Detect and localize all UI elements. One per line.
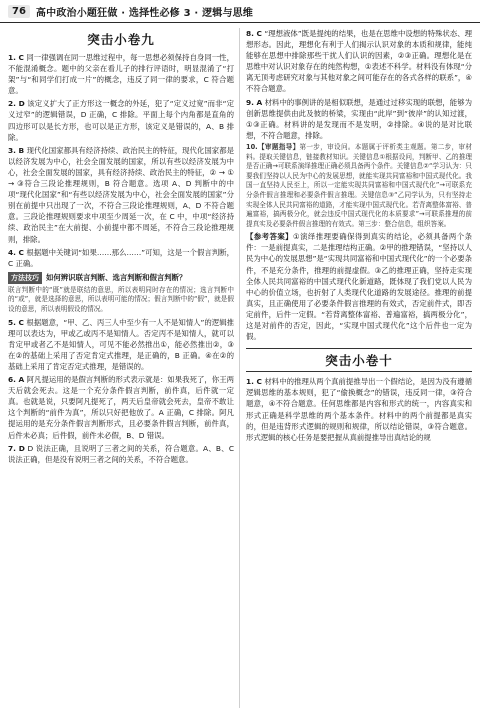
right-column (246, 28, 472, 445)
column-divider (239, 28, 240, 708)
reference-answer: 【参考答案】①演绎推理要确保得到真实的结论，必须具备两个条件：一是前提真实，二是推理结构正确。②甲的推理错误，“坚持以人民为中心的发展思想”是“实现共同富裕和中国式现代化”的一个必要条件，不是充分条件，推理的前提虚假。③乙的推理正确，坚持走实现全体人民共同富裕的中国式现代化新道路，既体现了我们党以人民为中心的价值立场，也折射了人类现代化道路的发展途径。推理的前提真实，且正确使用了必要条件假言推理的有效式，否定前件式，即否定前件，后件一定假。“若背离整体富裕、普遍富裕，搞两极分化”，这是对前件的否定，因此，“实现中国式现代化”这个后件也一定为假。 (246, 232, 472, 342)
left-column (8, 28, 234, 467)
answer-item: 5. C 根据题意，“甲、乙、丙三人中至少有一人不是知情人”的逻辑推理可以表达为，甲或乙或丙不是知情人。否定丙不是知情人，就可以肯定甲或者乙不是知情人，可见不能必然推出①，能必然推出②，③在②的基础上采用了否定肯定式推理，是正确的，B 正确。④在②的基础上采用了肯定否定式推理，是错误的。 (8, 317, 234, 371)
answer-item: 3. B 现代化国家都具有经济持续、政治民主的特征，现代化国家都是以经济发展为中心，社会全面发展的国家，所以有些以经济发展为中心，社会全面发展的国家，具有经济持续、政治民主的特征，② → ① → ③符合三段论推理规则，B 符合题意。选项 A、D 判断中的中项“现代化国家”和“有些以经济发展为中心，社会全面发展的国家”分别在前提中只出现了一次，不符合三段论推理规则，A、D 不符合题意。三段论推理规则要求中项至少周延一次，在 C 中，中项“经济持续、政治民主”在大前提、小前提中都不周延，不符合三段论推理规则，排除。 (8, 145, 234, 244)
section-title: 突击小卷九 (87, 32, 155, 47)
page-header (0, 0, 480, 23)
review-guide: 10.【审题指导】第一步，审设问。本题属于评析类主观题。第二步，审材料。提取关键信息，链接教材知识。关键信息①根据设问，判断甲、乙的推理是否正确→可联系演绎推理正确必须具备两个条件。关键信息②“学习认为：只要我们坚持以人民为中心的发展思想，就能实现共同富裕和中国式现代化。我国一直坚持人民至上，所以一定能实现共同富裕和中国式现代化”→可联系充分条件假言推理和必要条件假言推理。关键信息③“乙同学认为，只有坚持走实现全体人民共同富裕的道路，才能实现中国式现代化。若背离整体富裕、普遍富裕，搞两极分化，就会违反中国式现代化的本质要求”→可联系推理的前提真实及必要条件假言推理的有效式。第三步：整合信息，组织答案。 (246, 142, 472, 228)
page-number: 76 (8, 5, 30, 18)
answer-item: 1. C 同一律强调在同一思维过程中，每一思想必须保持自身同一性，不能混淆概念。题中的父亲在看儿子的排行评语时，明显混淆了“打架”与“和同学们打成一片”的概念，违反了同一律的要求，C 符合题意。 (8, 53, 234, 96)
answer-item: 2. D 该定义扩大了正方形这一概念的外延，犯了“定义过宽”而非“定义过窄”的逻辑错误，D 正确，C 排除。平面上每个内角都是直角的四边形可以是长方形，也可以是正方形，该定义是错误的，A、B 排除。 (8, 99, 234, 142)
tip-title: 如何辨识联言判断、选言判断和假言判断？ (46, 273, 187, 283)
method-tip-heading (8, 272, 234, 284)
tip-badge: 方法技巧 (8, 272, 42, 284)
section-title: 突击小卷十 (246, 348, 472, 372)
answer-item: 6. A 阿凡提运用的是假言判断的形式表示就是：如果我死了，你王两天后就会死去。这是一个充分条件假言判断，前件真，后件就一定真。也就是说，只要阿凡提死了，两天后皇帝就会死去，皇帝不敢让这个判断的“前件为真”，所以只好把他放了。A 正确，C 排除。阿凡提运用的是充分条件假言判断形式，且必要条件假言判断，前件真，后件未必真；后件假，前件未必假，B、D 错误。 (8, 375, 234, 440)
tip-text: 联言判断中的“既”就是联结的意思，所以表明同时存在的情况；选言判断中的“或”，就是选择的意思，所以表明可能的情况；假言判断中的“假”，就是假设的意思，所以表明假设的情况。 (8, 285, 234, 313)
answer-item: 4. C 根据题中关键词“如果……那么……”可知，这是一个假言判断，C 正确。 (8, 247, 234, 268)
answer-item: 9. A 材料中的事例讲的是相似联想，是通过过移实现的联想，能够为创新思维提供由此及彼的桥梁，实现由“此岸”到“彼岸”的认知过渡，①③正确。材料讲的是发现而不是发明，②排除。④说的是对比联想，不符合题意，排除。 (246, 97, 472, 140)
answer-item: 7. D D 说法正确，且说明了三者之间的关系，符合题意。A、B、C 说法正确，但是没有说明三者之间的关系，不符合题意。 (8, 443, 234, 464)
answer-item: 1. C 材料中的推理从两个真前提推导出一个假结论，是因为没有遵循逻辑思维的基本规则，犯了“偷换概念”的错误，违反同一律，③符合题意，④不符合题意。任何思维都是内容和形式的统一，内容真实和形式正确是科学思维的两个基本条件。材料中的两个前提都是真实的，但是违背形式逻辑的规则和规律，所以结论错误，③符合题意。形式逻辑的核心任务是要把握从真前提推导出真结论的规 (246, 377, 472, 442)
answer-item: 8. C “理想液体”既是提纯的结果，也是在思维中设想的特殊状态、理想形态。因此，理想化有利于人们揭示认识对象的本质和规律，能纯能够在思想中排除那些干扰人们认识的因素，②③正确。理想化是在思维中对认识对象存在的纯然构想，①表述不科学。材料没有体现“分离无顶考虑研究对象与其他对象之间可能存在的各式各样的联系”，④不符合题意。 (246, 29, 472, 94)
book-title: 高中政治小题狂做 · 选择性必修 3 · 逻辑与思维 (35, 7, 254, 19)
